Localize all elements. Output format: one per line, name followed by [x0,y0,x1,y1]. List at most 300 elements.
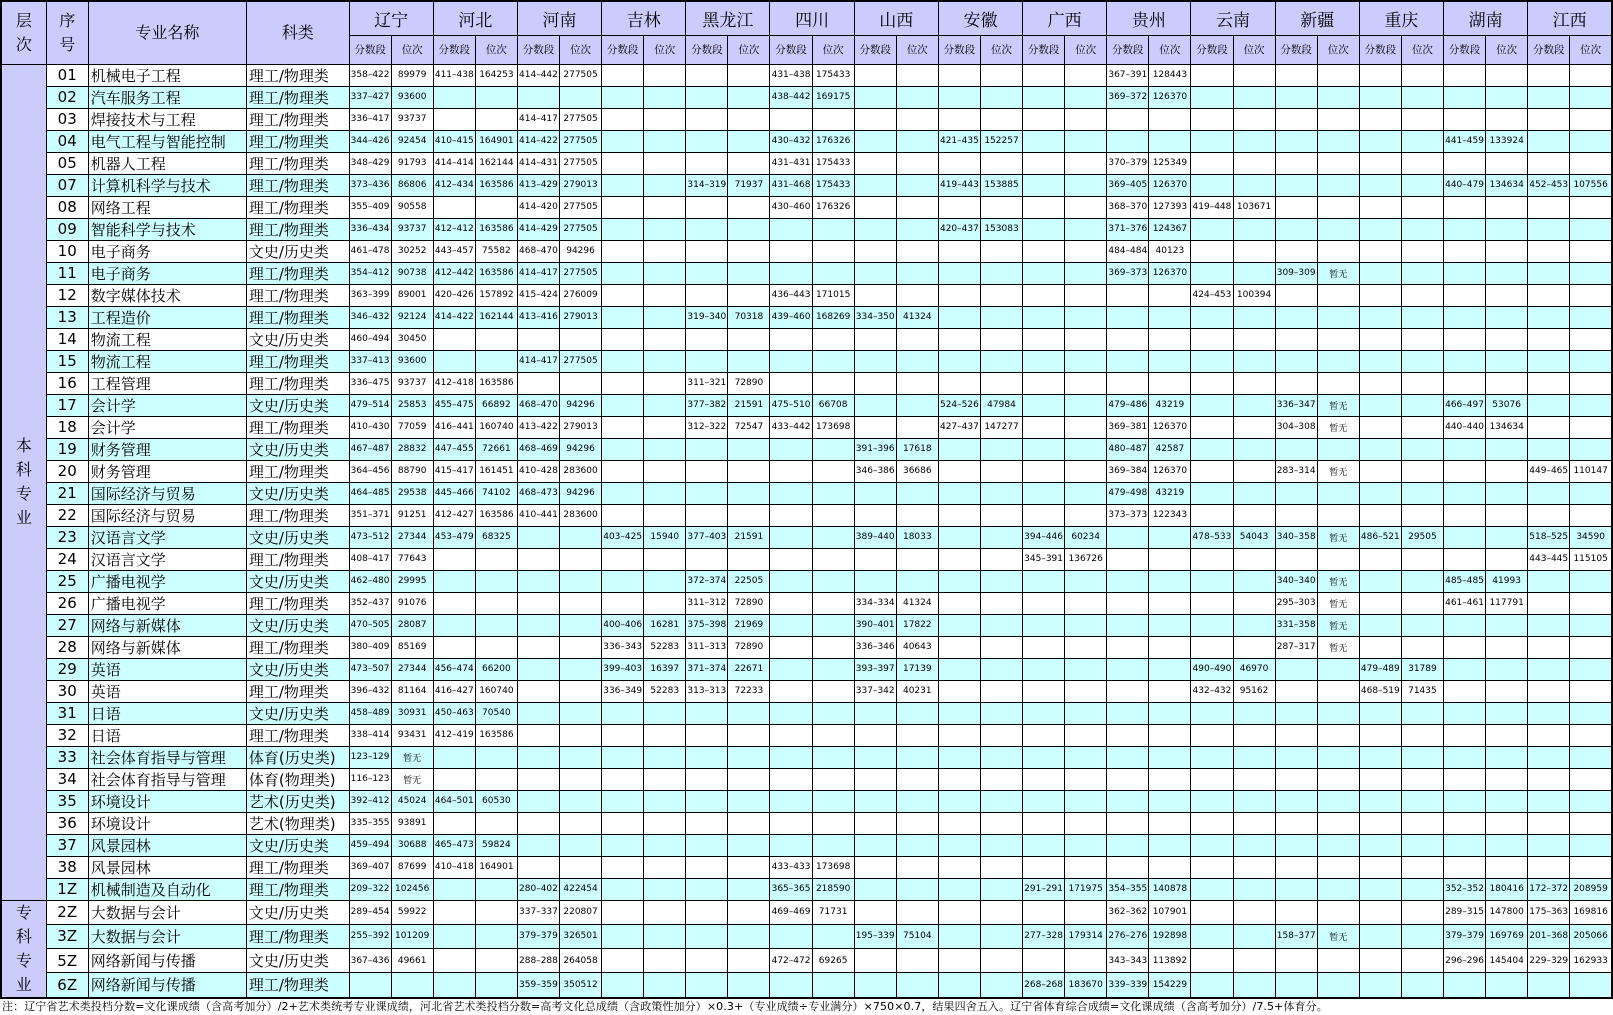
rank-cell [475,636,517,658]
rank-cell [1065,284,1107,306]
rank-cell [896,262,938,284]
rank-cell [644,262,686,284]
rank-cell [1149,834,1191,856]
score-range-cell [770,350,812,372]
score-range-cell [1359,636,1401,658]
table-row [1,790,1612,812]
score-range-cell [1528,262,1570,284]
rank-cell [1317,482,1359,504]
rank-cell [475,592,517,614]
rank-cell [1149,548,1191,570]
rank-cell: 41324 [896,592,938,614]
rank-cell: 36686 [896,460,938,482]
score-range-cell [1275,350,1317,372]
score-range-cell [602,372,644,394]
score-range-cell [1023,724,1065,746]
score-range-cell [1359,592,1401,614]
score-range-cell [517,790,559,812]
rank-cell [1233,306,1275,328]
rank-cell [644,924,686,948]
rank-cell: 91251 [391,504,433,526]
rank-cell [980,460,1022,482]
rank-cell [1486,350,1528,372]
score-range-cell [770,790,812,812]
rank-cell [1570,746,1612,768]
score-range-cell [1107,350,1149,372]
score-range-cell [1275,196,1317,218]
rank-cell: 21969 [728,614,770,636]
score-range-cell [938,658,980,680]
rank-cell: 93737 [391,218,433,240]
score-range-cell [1528,482,1570,504]
score-range-cell: 470–505 [349,614,391,636]
table-row [1,680,1612,702]
score-range-cell [854,108,896,130]
rank-cell [1065,350,1107,372]
rank-cell [1317,724,1359,746]
rank-cell [1317,64,1359,86]
rank-cell [1570,768,1612,790]
major-name: 机械电子工程 [88,64,246,86]
score-range-cell [517,328,559,350]
major-name: 国际经济与贸易 [88,482,246,504]
score-range-cell [433,973,475,998]
row-seq: 12 [46,284,88,306]
score-range-cell [1191,306,1233,328]
score-range-cell: 336–347 [1275,394,1317,416]
rank-cell [1233,86,1275,108]
rank-cell [1233,262,1275,284]
score-range-cell [602,482,644,504]
major-name: 网络与新媒体 [88,614,246,636]
row-seq: 24 [46,548,88,570]
row-seq: 25 [46,570,88,592]
table-row [1,834,1612,856]
rank-header: 位次 [1317,35,1359,64]
score-range-cell [686,548,728,570]
rank-cell [980,350,1022,372]
score-range-cell [1107,768,1149,790]
rank-cell [980,878,1022,900]
rank-cell [1317,746,1359,768]
rank-cell [475,812,517,834]
rank-cell [644,350,686,372]
score-range-cell [602,350,644,372]
score-range-cell [1191,790,1233,812]
score-range-cell [602,924,644,948]
score-range-cell: 336–349 [602,680,644,702]
rank-cell: 163586 [475,372,517,394]
rank-cell: 153083 [980,218,1022,240]
score-range-cell [1023,306,1065,328]
rank-cell [1149,526,1191,548]
score-range-cell [938,973,980,998]
rank-cell: 153885 [980,174,1022,196]
rank-cell [1317,372,1359,394]
score-range-cell [1359,768,1401,790]
major-name: 网络与新媒体 [88,636,246,658]
rank-cell [728,768,770,790]
score-range-cell: 392–412 [349,790,391,812]
rank-cell [1149,350,1191,372]
score-range-cell: 433–433 [770,856,812,878]
rank-cell [475,948,517,972]
score-range-cell: 336–475 [349,372,391,394]
score-range-cell [1528,372,1570,394]
rank-cell: 暂无 [1317,526,1359,548]
rank-cell [812,636,854,658]
rank-cell: 53076 [1486,394,1528,416]
rank-cell [812,262,854,284]
score-range-cell: 411–438 [433,64,475,86]
score-range-cell [854,973,896,998]
score-range-cell [1443,152,1485,174]
row-seq: 03 [46,108,88,130]
rank-cell: 102456 [391,878,433,900]
score-range-cell [686,262,728,284]
rank-cell: 92124 [391,306,433,328]
score-range-cell: 362–362 [1107,900,1149,924]
rank-cell [1065,636,1107,658]
score-range-cell [1443,350,1485,372]
rank-cell [1486,790,1528,812]
score-range-cell: 465–473 [433,834,475,856]
major-name: 日语 [88,724,246,746]
rank-cell [644,570,686,592]
major-category: 理工/物理类 [246,416,349,438]
rank-cell [644,856,686,878]
score-range-cell [1528,240,1570,262]
score-range-cell [1359,64,1401,86]
score-range-cell [686,768,728,790]
rank-cell [1065,768,1107,790]
score-range-cell [1023,328,1065,350]
score-range-cell [686,482,728,504]
score-range-cell [1107,284,1149,306]
score-range-cell: 312–322 [686,416,728,438]
rank-cell [644,284,686,306]
rank-cell: 175433 [812,64,854,86]
rank-cell [980,702,1022,724]
score-range-cell [1191,482,1233,504]
rank-cell [644,746,686,768]
rank-cell [644,86,686,108]
score-range-cell: 393–397 [854,658,896,680]
rank-cell: 60530 [475,790,517,812]
row-seq: 5Z [46,948,88,972]
major-category: 理工/物理类 [246,86,349,108]
rank-cell [1486,482,1528,504]
rank-cell [1233,350,1275,372]
score-range-cell: 443–445 [1528,548,1570,570]
score-range-cell [517,614,559,636]
score-range-cell [1359,900,1401,924]
score-range-cell: 456–474 [433,658,475,680]
score-range-cell [602,878,644,900]
score-range-cell: 355–409 [349,196,391,218]
score-range-cell [1107,812,1149,834]
rank-cell [1401,973,1443,998]
rank-cell: 71937 [728,174,770,196]
score-range-cell [854,856,896,878]
score-range-cell: 172–372 [1528,878,1570,900]
rank-cell [1065,174,1107,196]
score-range-cell [1023,372,1065,394]
table-row [1,196,1612,218]
score-range-cell [1443,658,1485,680]
rank-header: 位次 [980,35,1022,64]
rank-cell: 66708 [812,394,854,416]
score-range-cell [1528,856,1570,878]
rank-cell [812,812,854,834]
score-range-cell [1359,482,1401,504]
score-range-cell: 468–470 [517,240,559,262]
score-range-cell: 319–340 [686,306,728,328]
score-range-cell [770,812,812,834]
rank-cell [1065,900,1107,924]
rank-cell [980,284,1022,306]
rank-cell [644,130,686,152]
rank-cell [728,948,770,972]
rank-cell: 205066 [1570,924,1612,948]
score-range-cell [770,702,812,724]
rank-cell: 134634 [1486,416,1528,438]
score-range-cell: 524–526 [938,394,980,416]
major-name: 数字媒体技术 [88,284,246,306]
score-range-cell [1191,768,1233,790]
rank-cell [475,328,517,350]
score-range-cell [1443,746,1485,768]
score-range-cell [938,284,980,306]
score-range-cell [1443,196,1485,218]
rank-cell [1149,108,1191,130]
rank-cell: 87699 [391,856,433,878]
score-range-cell [1275,218,1317,240]
score-range-cell [854,350,896,372]
score-range-cell [433,768,475,790]
rank-cell: 127393 [1149,196,1191,218]
rank-cell [812,724,854,746]
rank-cell [644,438,686,460]
score-range-cell [602,856,644,878]
rank-cell [812,372,854,394]
score-range-cell [938,746,980,768]
rank-cell [1065,262,1107,284]
rank-cell: 169175 [812,86,854,108]
score-range-cell: 283–314 [1275,460,1317,482]
rank-cell [1233,702,1275,724]
major-category: 理工/物理类 [246,262,349,284]
score-range-cell [686,130,728,152]
score-range-cell: 158–377 [1275,924,1317,948]
score-range-cell: 467–487 [349,438,391,460]
table-row [1,746,1612,768]
rank-cell: 277505 [560,218,602,240]
major-name: 英语 [88,658,246,680]
score-range-cell: 412–412 [433,218,475,240]
score-range-cell [770,262,812,284]
rank-cell [1570,614,1612,636]
rank-cell [728,152,770,174]
score-range-cell [686,240,728,262]
rank-cell [1317,680,1359,702]
score-range-cell: 410–441 [517,504,559,526]
row-seq: 26 [46,592,88,614]
rank-cell [728,878,770,900]
major-category: 理工/物理类 [246,636,349,658]
score-range-cell: 291–291 [1023,878,1065,900]
rank-cell: 93431 [391,724,433,746]
rank-cell: 29538 [391,482,433,504]
rank-cell [1233,416,1275,438]
rank-cell [896,130,938,152]
score-range-cell [602,394,644,416]
major-category: 文史/历史类 [246,614,349,636]
rank-cell [644,592,686,614]
major-category: 文史/历史类 [246,240,349,262]
rank-cell: 183670 [1065,973,1107,998]
rank-cell [1401,900,1443,924]
score-range-header: 分数段 [517,35,559,64]
rank-cell [644,416,686,438]
rank-cell: 41324 [896,306,938,328]
score-range-cell [938,548,980,570]
score-range-cell: 443–457 [433,240,475,262]
score-range-cell: 462–480 [349,570,391,592]
rank-cell: 92454 [391,130,433,152]
score-range-cell [602,240,644,262]
rank-cell [1401,790,1443,812]
table-row [1,86,1612,108]
score-range-header: 分数段 [433,35,475,64]
rank-cell [812,973,854,998]
score-range-cell [602,504,644,526]
rank-cell: 147277 [980,416,1022,438]
score-range-cell [1359,702,1401,724]
score-range-cell: 449–465 [1528,460,1570,482]
score-range-cell [938,372,980,394]
score-range-cell [1023,900,1065,924]
score-range-cell [1107,702,1149,724]
level-label: 专科专业 [15,902,32,994]
rank-cell [1570,394,1612,416]
rank-cell [644,812,686,834]
rank-cell [896,64,938,86]
score-range-cell: 367–436 [349,948,391,972]
rank-cell [1486,834,1528,856]
score-range-cell [517,812,559,834]
score-range-cell: 116–123 [349,768,391,790]
footnote: 注：辽宁省艺术类投档分数=文化课成绩（含高考加分）/2+艺术类统考专业课成绩，河北省艺术类投档分数=高考文化总成绩（含政策性加分）×0.3+（专业成绩÷专业满分）×750×0.7，结果四舍五入。辽宁省体育综合成绩=文化课成绩（含高考加分）/7.5+体育分。 [2,1000,1328,1013]
score-range-cell [686,438,728,460]
score-range-cell: 373–373 [1107,504,1149,526]
rank-cell: 133924 [1486,130,1528,152]
score-range-cell [433,108,475,130]
major-name: 机械制造及自动化 [88,878,246,900]
rank-cell [980,108,1022,130]
score-range-cell: 447–455 [433,438,475,460]
rank-cell: 70540 [475,702,517,724]
rank-cell [1486,702,1528,724]
rank-cell: 147800 [1486,900,1528,924]
rank-cell [812,548,854,570]
score-range-cell [1107,306,1149,328]
rank-cell: 171975 [1065,878,1107,900]
rank-cell [728,460,770,482]
score-range-cell [1359,372,1401,394]
score-range-cell [938,306,980,328]
score-range-cell [1107,746,1149,768]
score-range-cell [938,724,980,746]
rank-cell [560,812,602,834]
table-row [1,702,1612,724]
major-category: 理工/物理类 [246,174,349,196]
major-name: 广播电视学 [88,592,246,614]
score-range-cell [938,108,980,130]
row-seq: 09 [46,218,88,240]
row-seq: 20 [46,460,88,482]
row-seq: 05 [46,152,88,174]
score-range-cell [1275,108,1317,130]
score-range-cell [1191,724,1233,746]
rank-cell: 264058 [560,948,602,972]
score-range-cell [938,570,980,592]
score-range-cell [1528,570,1570,592]
score-range-cell [602,812,644,834]
score-range-cell: 452–453 [1528,174,1570,196]
score-range-cell [1191,86,1233,108]
rank-cell [812,328,854,350]
score-range-cell: 416–427 [433,680,475,702]
rank-cell: 暂无 [1317,262,1359,284]
score-range-cell [602,306,644,328]
rank-cell [896,878,938,900]
score-range-cell [854,262,896,284]
score-range-cell [1275,878,1317,900]
rank-cell: 283600 [560,504,602,526]
rank-cell: 279013 [560,306,602,328]
score-range-cell: 365–365 [770,878,812,900]
score-range-cell [433,636,475,658]
rank-cell [1570,636,1612,658]
rank-cell [644,108,686,130]
score-range-cell: 313–313 [686,680,728,702]
rank-cell: 暂无 [1317,416,1359,438]
score-range-cell: 445–466 [433,482,475,504]
score-range-cell [854,64,896,86]
score-range-cell: 343–343 [1107,948,1149,972]
rank-cell [980,724,1022,746]
rank-cell: 162144 [475,306,517,328]
rank-cell [728,86,770,108]
rank-cell [560,658,602,680]
rank-cell [980,438,1022,460]
rank-cell [1570,130,1612,152]
score-range-cell [517,548,559,570]
header-seq-text: 序号 [59,10,76,54]
rank-cell [812,702,854,724]
rank-cell [980,900,1022,924]
rank-cell [1486,812,1528,834]
rank-cell [896,108,938,130]
score-range-cell [517,746,559,768]
score-range-cell [1275,856,1317,878]
score-range-cell [938,460,980,482]
score-range-cell [602,328,644,350]
row-seq: 08 [46,196,88,218]
rank-cell: 52283 [644,636,686,658]
score-range-cell: 414–417 [517,108,559,130]
